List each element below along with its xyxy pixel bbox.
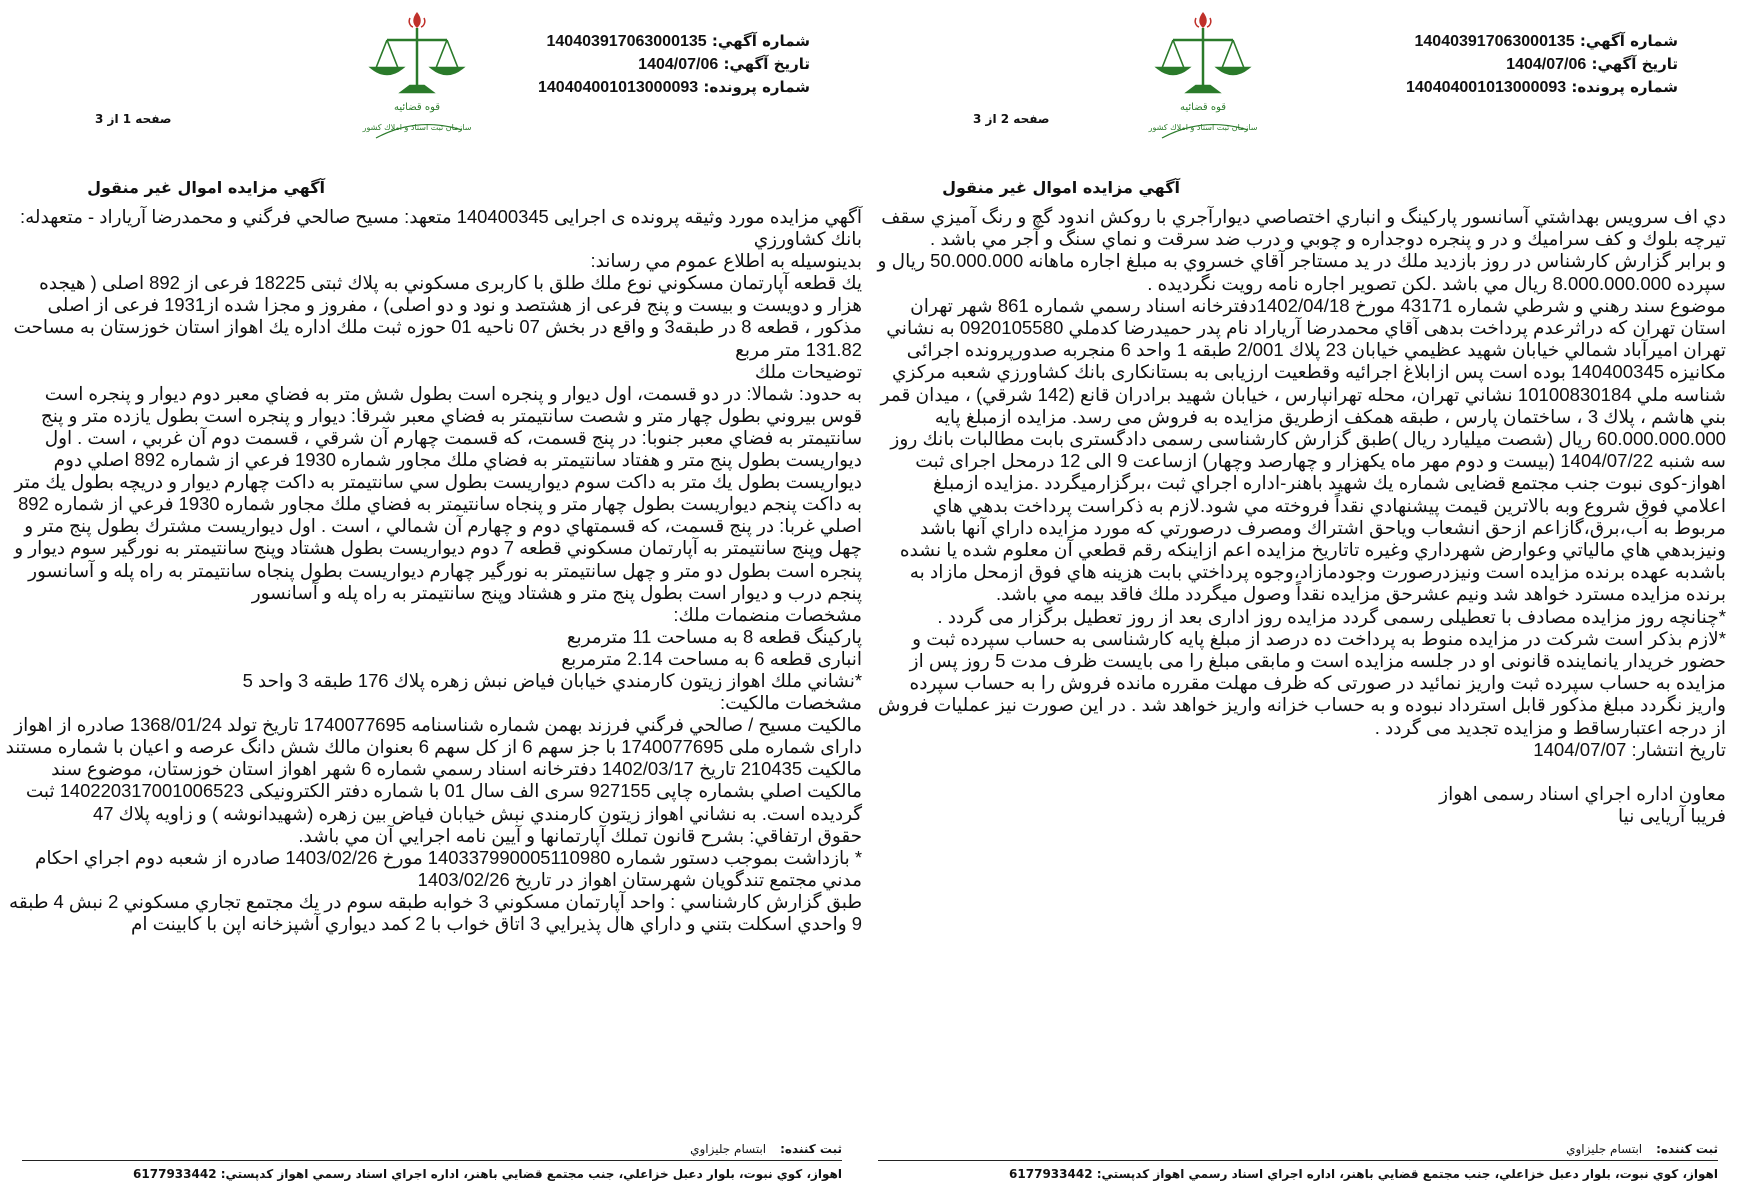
document-body: آگهي مزايده مورد وثيقه پرونده ی اجرایی 140400345 متعهد: مسیح صالحي فرگني و محمدرضا آریاراد - متعهدله: بانك كشاورزي بدينوسيله به اطلاع عموم مي رساند: يك قطعه آپارتمان مسكوني نوع ملك طلق با كاربری مسكوني به پلاك ثبتی 18225 فرعی از 892 اصلی ( هيجده هزار و دويست و بيست و پنج فرعی از هشتصد و نود و دو اصلی) ، مفروز و مجزا شده از1931 فرعی از اصلی مذكور ، قطعه 8 در طبقه3 و واقع در بخش 07 ناحيه 01 حوزه ثبت ملك اداره يك اهواز استان خوزستان به مساحت 131.82 متر مربع توضيحات ملك به حدود: شمالا: در دو قسمت، اول ديوار و پنجره است بطول شش متر به فضاي معبر دوم ديوار و پنجره است قوس بيروني بطول چهار متر و شصت سانتيمتر به فضاي معبر شرقا: ديوار و پنجره است بطول يازده متر و پنج سانتيمتر به فضاي معبر جنوبا: در پنج قسمت، كه قسمت چهارم آن شرقي ، قسمت دوم آن غربي ، است . اول ديواريست بطول پنج متر و هفتاد سانتيمتر به فضاي ملك مجاور شماره 1930 فرعي از شماره 892 اصلي دوم ديواريست بطول يك متر به داكت سوم ديواريست بطول سي سانتيمتر به داكت چهارم ديوار و دريچه بطول يك متر به داكت پنجم ديواريست بطول چهار متر و پنجاه سانتيمتر به فضاي ملك مجاور شماره 1930 فرعي از شماره 892 اصلي غربا: در پنج قسمت، كه قسمتهاي دوم و چهارم آن شمالي ، است . اول ديواريست مشترك بطول پنج متر و چهل وپنج سانتيمتر به آپارتمان مسكوني قطعه 7 دوم ديواريست بطول هشتاد وپنج سانتيمتر به نورگير سوم ديوار و پنجره است بطول دو متر و چهل سانتيمتر به نورگير چهارم ديواريست بطول پنجاه سانتيمتر به راه پله و آسانسور پنجم درب و ديوار است بطول پنج متر و هشتاد وپنج سانتيمتر به راه پله و آسانسور مشخصات منضمات ملك: پاركينگ قطعه 8 به مساحت 11 مترمربع انباری قطعه 6 به مساحت 2.14 مترمربع *نشاني ملك اهواز زيتون كارمندي خيابان فياض نبش زهره پلاك 176 طبقه 3 واحد 5 مشخصات مالكيت: مالكيت مسيح / صالحي فرگني فرزند بهمن شماره شناسنامه 1740077695 تاريخ تولد 1368/01/24 صادره از اهواز دارای شماره ملی 1740077695 با جز سهم 6 از كل سهم 6 بعنوان مالك شش دانگ عرصه و اعيان با شماره مستند مالكيت 210435 تاريخ 1402/03/17 دفترخانه اسناد رسمي شماره 6 شهر اهواز استان خوزستان، موضوع سند مالكيت اصلي بشماره چاپی 927155 سری الف سال 01 با شماره دفتر الكترونيكی 140220317001006523 ثبت گرديده است. به نشاني اهواز زيتون كارمندي نبش خيابان فياض بين زهره (شهيدانوشه ) و زاويه پلاك 47 حقوق ارتفاقي: بشرح قانون تملك آپارتمانها و آيين نامه اجرايي آن مي باشد. * بازداشت بموجب دستور شماره 140337990005110980 مورخ 1403/02/26 صادره از شعبه دوم اجراي احكام مدني مجتمع تندگويان شهرستان اهواز در تاريخ 1403/02/26 طبق گزارش كارشناسي : واحد آپارتمان مسكوني 3 خوابه طبقه سوم در يك مجتمع تجاري مسكوني 2 نبش 4 طبقه 9 واحدي اسكلت بتني و داراي هال پذيرايي 3 اتاق خواب با 2 كمد ديواري آشپزخانه اپن با كابينت ام xyxy=(5,206,862,934)
ad-number: 140403917063000135 xyxy=(1414,33,1575,50)
footer-divider xyxy=(878,1160,1718,1161)
ad-meta-block xyxy=(1406,30,1678,99)
ad-date-label: تاريخ آگهي: xyxy=(723,55,810,73)
ad-number: 140403917063000135 xyxy=(546,33,707,50)
case-number: 140404001013000093 xyxy=(1406,79,1567,96)
ad-date: 1404/07/06 xyxy=(1506,56,1587,73)
document-title: آگهي مزايده اموال غير منقول xyxy=(942,178,1180,197)
page-footer xyxy=(22,1140,842,1183)
ad-meta-block xyxy=(538,30,810,99)
judiciary-scales-emblem-icon xyxy=(1138,6,1268,146)
emblem-org-line2: سازمان ثبت اسناد و املاك كشور xyxy=(362,123,472,132)
document-body: دي اف سرويس بهداشتي آسانسور پاركينگ و انباري اختصاصي ديوارآجري با روكش اندود گچ و رنگ آميزي سقف تيرچه بلوك و كف سراميك و در و پنجره دوجداره و چوبي و درب ضد سرقت و نماي سنگ و آجر مي باشد . و برابر گزارش كارشناس در روز بازديد ملك در يد مستاجر آقاي خسروي به مبلغ اجاره ماهانه 50.000.000 ريال و سپرده 8.000.000.000 ريال مي باشد .لكن تصوير اجاره نامه رويت نگرديده . موضوع سند رهني و شرطي شماره 43171 مورخ 1402/04/18دفترخانه اسناد رسمي شماره 861 شهر تهران استان تهران كه دراثرعدم پرداخت بدهی آقاي محمدرضا آرياراد نام پدر حميدرضا كدملي 0920105580 به نشاني تهران اميرآباد شمالي خيابان شهيد عظيمي خيابان 23 پلاك 2/001 طبقه 1 واحد 6 منجربه صدورپرونده اجرائی مكانيزه 140400345 بوده است پس ازابلاغ اجرائيه وقطعيت ارزيابی به بستانكاری بانك كشاورزي شعبه مركزي شناسه ملي 10100830184 نشاني تهران، محله تهرانپارس ، خيابان شهيد برادران قانع (142 شرقي) ، ميدان قمر بني هاشم ، پلاك 3 ، ساختمان پارس ، طبقه همكف ازطريق مزايده به فروش می رسد. مزايده ازمبلغ پايه 60.000.000.000 ريال (شصت ميليارد ريال )طبق گزارش كارشناسی رسمی دادگستری بابت مطالبات بانك روز سه شنبه 1404/07/22 (بيست و دوم مهر ماه يكهزار و چهارصد وچهار) ازساعت 9 الی 12 درمحل اجرای ثبت اهواز-كوی نبوت جنب مجتمع قضايی شماره يك شهيد باهنر-اداره اجراي ثبت ،برگزارميگردد .مزايده ازمبلغ اعلامي فوق شروع وبه بالاترين قيمت پيشنهادي نقداً فروخته مي شود.لازم به ذكراست پرداخت بدهي هاي مربوط به آب،برق،گازاعم ازحق انشعاب وياحق اشتراك ومصرف درصورتي كه مورد مزايده داراي آنها باشد ونيزبدهي هاي مالياتي وعوارض شهرداري وغيره تاتاريخ مزايده اعم ازاينكه رقم قطعي آن معلوم شده يا نشده باشدبه عهده برنده مزايده است ونيزدرصورت وجودمازاد،وجوه پرداختي بابت هزينه هاي فوق ازمحل مازاد به برنده مزايده مسترد خواهد شد ونيم عشرحق مزايده نقداً وصول ميگردد ملك فاقد بيمه مي باشد. *چنانچه روز مزايده مصادف با تعطيلی رسمی گردد مزايده روز اداری بعد از روز تعطيل برگزار می گردد . *لازم بذكر است شركت در مزايده منوط به پرداخت ده درصد از مبلغ پايه كارشناسی به حساب سپرده ثبت و حضور خريدار يانماينده قانونی او در جلسه مزايده است و مابقی مبلغ را می بايست ظرف مدت 5 روز پس از مزايده به حساب سپرده ثبت واريز نمائيد در صورتی كه ظرف مهلت مقرره مانده فروش را به حساب سپرده واريز نگردد مبلغ مذكور قابل استرداد نبوده و به حساب خزانه واريز خواهد شد . در اين صورت نيز عمليات فروش از درجه اعتبارساقط و مزايده تجديد می گردد . تاريخ انتشار: 1404/07/07 معاون اداره اجراي اسناد رسمی اهواز فريبا آريايی نيا xyxy=(877,206,1726,827)
ad-date-label: تاريخ آگهي: xyxy=(1591,55,1678,73)
page-number: صفحه 1 از 3 xyxy=(95,112,172,126)
page-footer xyxy=(878,1140,1718,1183)
document-page-2 xyxy=(878,0,1740,1200)
ad-number-label: شماره آگهي: xyxy=(1579,32,1678,50)
registrar-name: ابتسام جليزاوي xyxy=(690,1142,767,1156)
ad-number-label: شماره آگهي: xyxy=(711,32,810,50)
emblem-org-line1: قوه قضائيه xyxy=(393,102,441,113)
document-title: آگهي مزايده اموال غير منقول xyxy=(87,178,325,197)
case-number-label: شماره پرونده: xyxy=(703,78,810,96)
page-number: صفحه 2 از 3 xyxy=(973,112,1050,126)
judiciary-scales-emblem-icon xyxy=(352,6,482,146)
emblem-org-line2: سازمان ثبت اسناد و املاك كشور xyxy=(1148,123,1258,132)
case-number-label: شماره پرونده: xyxy=(1571,78,1678,96)
registrar-label: ثبت كننده: xyxy=(1656,1142,1718,1156)
emblem-org-line1: قوه قضائيه xyxy=(1179,102,1227,113)
registrar-name: ابتسام جليزاوي xyxy=(1566,1142,1643,1156)
ad-date: 1404/07/06 xyxy=(638,56,719,73)
footer-divider xyxy=(22,1160,842,1161)
footer-address: اهواز، كوي نبوت، بلوار دعبل خزاعلي، جنب مجتمع قضايي باهنر، اداره اجراي اسناد رسمي اهواز كدپستي: 6177933442 xyxy=(1009,1167,1718,1181)
case-number: 140404001013000093 xyxy=(538,79,699,96)
footer-address: اهواز، كوي نبوت، بلوار دعبل خزاعلي، جنب مجتمع قضايي باهنر، اداره اجراي اسناد رسمي اهواز كدپستي: 6177933442 xyxy=(133,1167,842,1181)
registrar-label: ثبت كننده: xyxy=(780,1142,842,1156)
